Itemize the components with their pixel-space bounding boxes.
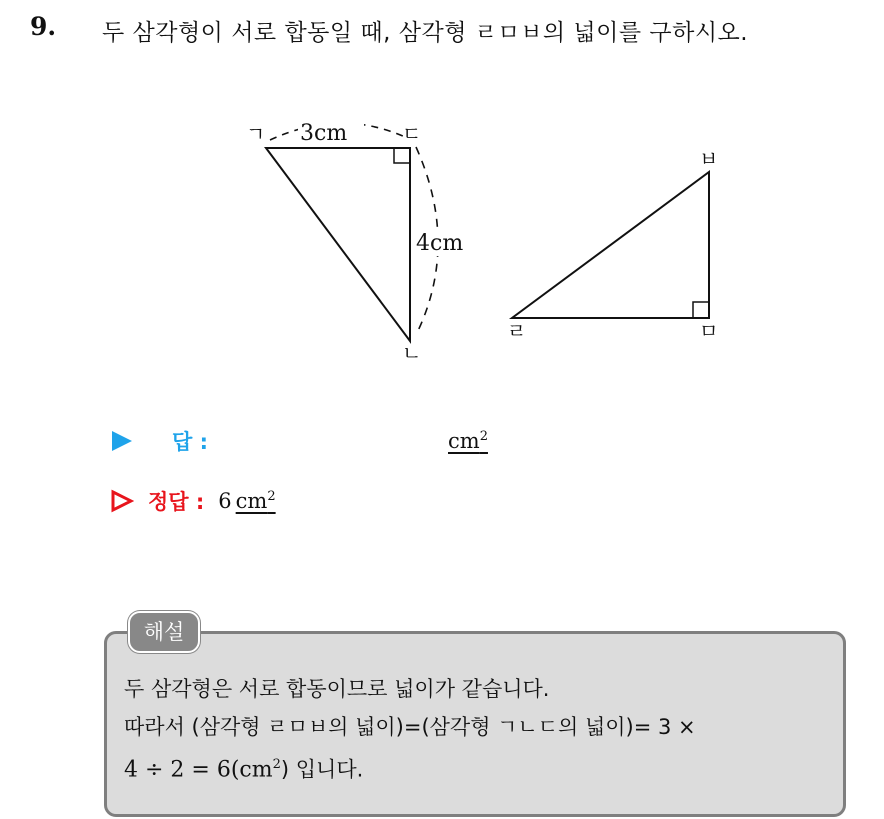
side-label-top: 3cm (300, 121, 348, 146)
vertex-label-e: ㅁ (699, 319, 719, 343)
explanation-line-1: 두 삼각형은 서로 합동이므로 넓이가 같습니다. (124, 677, 550, 701)
answer-label: 답 : (172, 430, 208, 454)
side-label-right: 4cm (416, 231, 464, 256)
correct-answer-row (110, 486, 276, 516)
explanation-tab: 해설 (128, 611, 200, 653)
right-angle-mark (394, 148, 410, 163)
vertex-label-c: ㄷ (402, 122, 422, 146)
vertex-label-b: ㄴ (402, 341, 422, 365)
question-text: 두 삼각형이 서로 합동일 때, 삼각형 ㄹㅁㅂ의 넓이를 구하시오. (102, 20, 749, 46)
explanation-line-3: $4 \div 2 = 6(cm^2)$ 입니다. (124, 757, 364, 783)
correct-label: 정답 : (148, 490, 205, 514)
vertex-label-f: ㅂ (699, 147, 719, 171)
explanation-line-2: 따라서 (삼각형 ㄹㅁㅂ의 넓이)=(삼각형 ㄱㄴㄷ의 넓이)= 3 × (124, 715, 696, 739)
answer-row (110, 426, 488, 456)
correct-value: 6 $cm^2$ (218, 489, 276, 513)
explanation-text (124, 670, 836, 789)
left-triangle (266, 118, 476, 341)
vertex-label-a: ㄱ (246, 122, 266, 146)
outline-triangle-icon (110, 489, 134, 513)
right-triangle (512, 172, 709, 318)
triangle-figure (0, 0, 884, 400)
play-triangle-icon (110, 429, 134, 453)
right-angle-mark-2 (693, 302, 709, 318)
answer-blank[interactable]: $cm^2$ (448, 429, 488, 453)
question-number: 9. (30, 12, 57, 41)
vertex-label-d: ㄹ (507, 319, 527, 343)
